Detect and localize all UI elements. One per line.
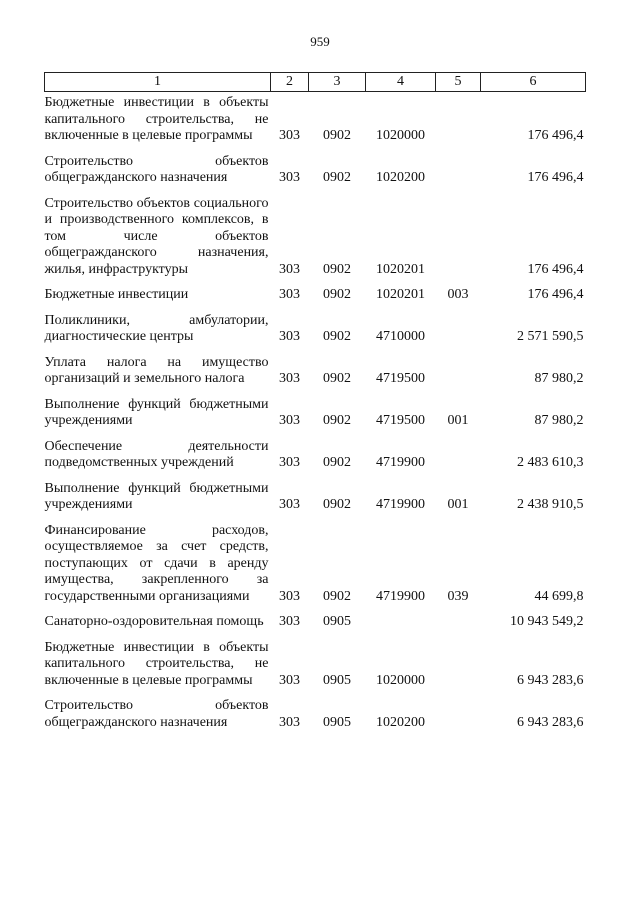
row-amount: 176 496,4	[527, 287, 584, 302]
row-name: Финансирование расходов, осуществляемое за счет средств, поступающих от сдачи в аренду имущества, закрепленного за государственными организациями	[44, 522, 269, 604]
table-row	[45, 434, 586, 476]
row-name: Уплата налога на имущество организаций и земельного налога	[44, 354, 269, 386]
row-name: Бюджетные инвестиции в объекты капитального строительства, не включенные в целевые программы	[44, 639, 269, 688]
row-name: Выполнение функций бюджетными учреждениями	[44, 480, 269, 512]
table-row	[45, 282, 586, 308]
row-name: Обеспечение деятельности подведомственных учреждений	[44, 438, 269, 470]
row-amount: 6 943 283,6	[517, 672, 584, 688]
table-header-row	[45, 73, 586, 92]
row-admin-code: 303	[279, 287, 300, 302]
row-amount: 176 496,4	[527, 170, 584, 185]
row-amount: 87 980,2	[534, 371, 584, 386]
row-target-code: 1020000	[376, 672, 425, 688]
row-target-code: 1020200	[376, 714, 425, 730]
row-name: Бюджетные инвестиции в объекты капитального строительства, не включенные в целевые программы	[44, 95, 269, 143]
row-expense-type: 003	[447, 287, 469, 302]
row-name: Выполнение функций бюджетными учреждениями	[44, 396, 269, 428]
budget-table	[44, 72, 586, 735]
row-amount: 44 699,8	[534, 588, 584, 604]
row-amount: 2 438 910,5	[517, 497, 584, 512]
table-row	[45, 308, 586, 350]
row-expense-type: 001	[447, 413, 469, 428]
row-target-code: 4719900	[376, 497, 425, 512]
row-target-code: 1020201	[376, 261, 425, 277]
row-admin-code: 303	[279, 170, 300, 185]
row-section-code: 0902	[323, 329, 351, 344]
row-admin-code: 303	[279, 614, 300, 629]
row-section-code: 0902	[323, 287, 351, 302]
row-expense-type	[436, 609, 481, 635]
row-name: Строительство объектов общегражданского назначения	[44, 698, 269, 730]
row-section-code: 0905	[323, 714, 351, 730]
table-row	[45, 92, 586, 149]
row-target-code: 4719500	[376, 413, 425, 428]
row-section-code: 0902	[323, 128, 351, 143]
row-amount: 87 980,2	[534, 413, 584, 428]
row-amount: 2 571 590,5	[517, 329, 584, 344]
row-section-code: 0902	[323, 588, 351, 604]
table-row	[45, 635, 586, 694]
row-expense-type	[436, 149, 481, 191]
row-target-code: 1020200	[376, 170, 425, 185]
row-expense-type	[436, 635, 481, 694]
row-expense-type: 001	[447, 497, 469, 512]
row-target-code: 4719900	[376, 455, 425, 470]
row-admin-code: 303	[279, 329, 300, 344]
row-target-code: 1020000	[376, 128, 425, 143]
row-amount: 176 496,4	[527, 128, 584, 143]
table-row	[45, 350, 586, 392]
column-header-6: 6	[481, 73, 586, 92]
row-name: Строительство объектов общегражданского назначения	[44, 153, 269, 185]
table-row	[45, 518, 586, 610]
row-expense-type	[436, 92, 481, 149]
row-section-code: 0905	[323, 672, 351, 688]
row-name: Санаторно-оздоровительная помощь	[44, 614, 264, 629]
row-admin-code: 303	[279, 455, 300, 470]
table-row	[45, 476, 586, 518]
row-expense-type	[436, 350, 481, 392]
column-header-2: 2	[271, 73, 309, 92]
row-expense-type	[436, 434, 481, 476]
row-admin-code: 303	[279, 497, 300, 512]
row-expense-type	[436, 191, 481, 283]
row-expense-type: 039	[447, 588, 469, 604]
row-section-code: 0905	[323, 614, 351, 629]
row-name: Строительство объектов социального и производственного комплексов, в том числе объектов общегражданского назначения, жилья, инфраструктуры	[44, 195, 269, 277]
row-admin-code: 303	[279, 261, 300, 277]
column-header-3: 3	[309, 73, 366, 92]
row-amount: 2 483 610,3	[517, 455, 584, 470]
column-header-1: 1	[45, 73, 271, 92]
table-row	[45, 191, 586, 283]
row-amount: 176 496,4	[527, 261, 584, 277]
row-expense-type	[436, 693, 481, 735]
row-section-code: 0902	[323, 371, 351, 386]
row-target-code: 4710000	[376, 329, 425, 344]
table-row	[45, 609, 586, 635]
column-header-5: 5	[436, 73, 481, 92]
row-admin-code: 303	[279, 672, 300, 688]
row-admin-code: 303	[279, 588, 300, 604]
table-row	[45, 392, 586, 434]
row-admin-code: 303	[279, 128, 300, 143]
row-section-code: 0902	[323, 497, 351, 512]
row-amount: 6 943 283,6	[517, 714, 584, 730]
table-row	[45, 693, 586, 735]
row-target-code: 1020201	[376, 287, 425, 302]
row-section-code: 0902	[323, 261, 351, 277]
row-amount: 10 943 549,2	[510, 614, 584, 629]
row-name: Поликлиники, амбулатории, диагностические центры	[44, 312, 269, 344]
row-target-code: 4719900	[376, 588, 425, 604]
row-admin-code: 303	[279, 371, 300, 386]
row-expense-type	[436, 308, 481, 350]
row-admin-code: 303	[279, 413, 300, 428]
page-number: 959	[310, 34, 330, 49]
row-name: Бюджетные инвестиции	[44, 287, 189, 302]
row-section-code: 0902	[323, 170, 351, 185]
table-row	[45, 149, 586, 191]
row-section-code: 0902	[323, 455, 351, 470]
column-header-4: 4	[366, 73, 436, 92]
row-section-code: 0902	[323, 413, 351, 428]
row-target-code: 4719500	[376, 371, 425, 386]
row-target-code	[366, 609, 436, 635]
row-admin-code: 303	[279, 714, 300, 730]
